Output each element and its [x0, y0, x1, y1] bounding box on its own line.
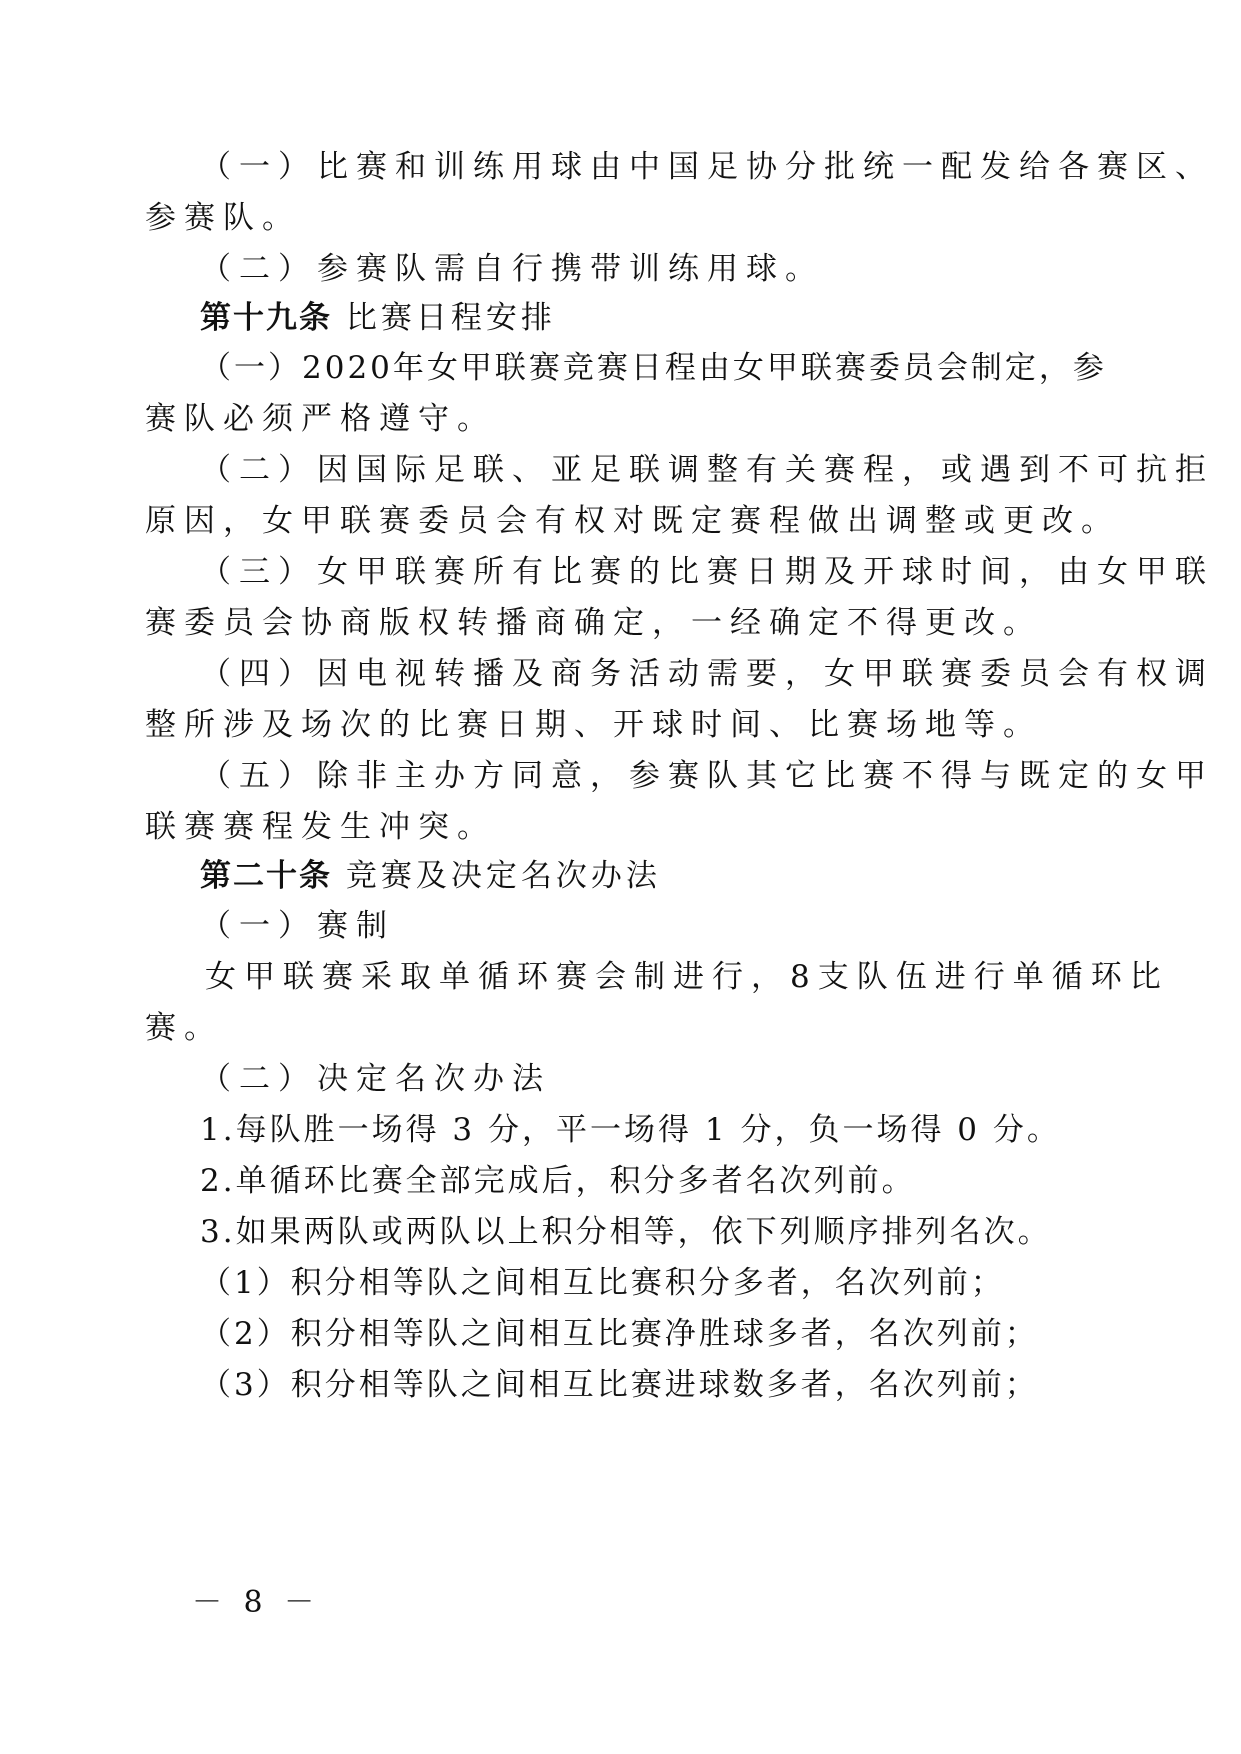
paragraph-line: 3.如果两队或两队以上积分相等，依下列顺序排列名次。	[200, 1214, 1052, 1250]
article-number: 第二十条	[200, 858, 332, 894]
paragraph-line: 联赛赛程发生冲突。	[145, 809, 496, 845]
paragraph-line: （3）积分相等队之间相互比赛进球数多者，名次列前；	[200, 1367, 1039, 1403]
paragraph-line: 女甲联赛采取单循环赛会制进行，8支队伍进行单循环比	[205, 959, 1169, 995]
article-heading	[200, 856, 661, 896]
paragraph-line: （四）因电视转播及商务活动需要，女甲联赛委员会有权调	[200, 656, 1214, 692]
paragraph-line: 赛。	[145, 1010, 223, 1046]
paragraph-line: 整所涉及场次的比赛日期、开球时间、比赛场地等。	[145, 707, 1042, 743]
paragraph-line: （一）赛制	[200, 908, 395, 944]
paragraph-line: （1）积分相等队之间相互比赛积分多者，名次列前；	[200, 1265, 1005, 1301]
paragraph-line: （一）比赛和训练用球由中国足协分批统一配发给各赛区、	[200, 149, 1214, 185]
article-heading	[200, 298, 556, 338]
paragraph-line: 参赛队。	[145, 200, 301, 236]
paragraph-line: （二）因国际足联、亚足联调整有关赛程，或遇到不可抗拒	[200, 452, 1214, 488]
paragraph-line: （二）决定名次办法	[200, 1061, 551, 1097]
paragraph-line: （五）除非主办方同意，参赛队其它比赛不得与既定的女甲	[200, 758, 1214, 794]
paragraph-line: 赛委员会协商版权转播商确定，一经确定不得更改。	[145, 605, 1042, 641]
paragraph-line: 2.单循环比赛全部完成后，积分多者名次列前。	[200, 1163, 916, 1199]
article-title: 比赛日程安排	[345, 300, 556, 336]
article-number: 第十九条	[200, 300, 332, 336]
paragraph-line: （三）女甲联赛所有比赛的比赛日期及开球时间，由女甲联	[200, 554, 1214, 590]
paragraph-line: 赛队必须严格遵守。	[145, 401, 496, 437]
page-number: － 8 －	[192, 1585, 321, 1620]
article-title: 竞赛及决定名次办法	[345, 858, 661, 894]
paragraph-line: 1.每队胜一场得 3 分，平一场得 1 分，负一场得 0 分。	[200, 1112, 1061, 1148]
paragraph-line: （二）参赛队需自行携带训练用球。	[200, 251, 824, 287]
paragraph-line: 原因，女甲联赛委员会有权对既定赛程做出调整或更改。	[145, 503, 1120, 539]
paragraph-line: （一）2020年女甲联赛竞赛日程由女甲联赛委员会制定，参	[200, 350, 1107, 386]
paragraph-line: （2）积分相等队之间相互比赛净胜球多者，名次列前；	[200, 1316, 1039, 1352]
